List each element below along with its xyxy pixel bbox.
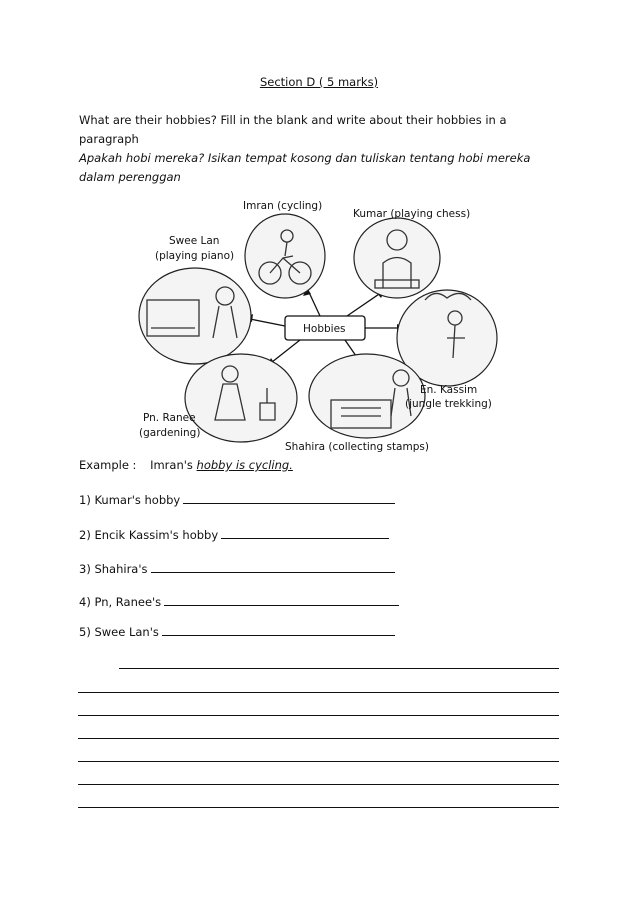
paragraph-line[interactable] [78, 692, 559, 693]
item-4-blank[interactable] [164, 594, 399, 606]
item-4-text: 4) Pn, Ranee's [79, 595, 162, 609]
label-kumar: Kumar (playing chess) [353, 208, 471, 220]
paragraph-line[interactable] [78, 715, 559, 716]
label-ranee-hobby: (gardening) [139, 427, 201, 439]
section-title: Section D ( 5 marks) [259, 75, 379, 89]
item-1 [79, 492, 395, 507]
item-5-blank[interactable] [162, 624, 395, 636]
paragraph-line[interactable] [78, 784, 559, 785]
item-5-text: 5) Swee Lan's [79, 625, 159, 639]
paragraph-line[interactable] [78, 807, 559, 808]
item-5 [79, 624, 395, 639]
example-answer: hobby is cycling. [196, 458, 293, 472]
label-swee-lan-name: Swee Lan [169, 235, 220, 247]
paragraph-line[interactable] [78, 738, 559, 739]
hobbies-illustration [135, 188, 505, 460]
item-4 [79, 594, 399, 609]
example-line [79, 458, 293, 472]
item-2 [79, 527, 389, 542]
item-3-blank[interactable] [151, 561, 395, 573]
item-2-blank[interactable] [221, 527, 389, 539]
label-shahira: Shahira (collecting stamps) [285, 441, 429, 453]
item-3-text: 3) Shahira's [79, 562, 148, 576]
question-english: What are their hobbies? Fill in the blank and write about their hobbies in a paragraph [79, 113, 507, 146]
paragraph-line[interactable] [119, 668, 559, 669]
ranee-vignette [185, 354, 297, 442]
label-kassim-name: En. Kassim [420, 384, 478, 396]
question-malay: Apakah hobi mereka? Isikan tempat kosong dan tuliskan tentang hobi mereka dalam perenggan [79, 151, 531, 184]
hobbies-center-label: Hobbies [303, 323, 346, 335]
item-3 [79, 561, 395, 576]
label-ranee-name: Pn. Ranee [143, 412, 196, 424]
paragraph-line[interactable] [78, 761, 559, 762]
item-1-text: 1) Kumar's hobby [79, 493, 181, 507]
item-2-text: 2) Encik Kassim's hobby [79, 528, 219, 542]
item-1-blank[interactable] [183, 492, 395, 504]
swee-lan-vignette [139, 268, 251, 364]
label-imran: Imran (cycling) [243, 200, 323, 212]
example-subject: Imran's [150, 458, 193, 472]
label-swee-lan-hobby: (playing piano) [155, 250, 235, 262]
label-kassim-hobby: (jungle trekking) [405, 398, 492, 410]
example-label: Example : [79, 458, 137, 472]
